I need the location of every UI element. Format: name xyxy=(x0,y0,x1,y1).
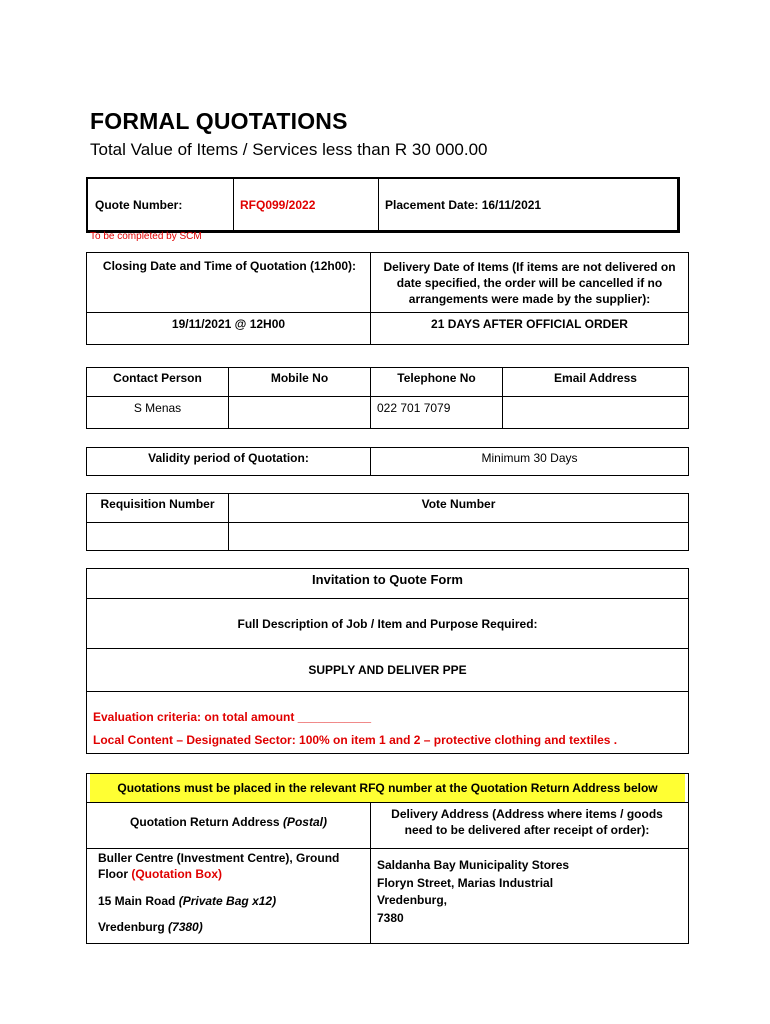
return-address-line3: Vredenburg (7380) xyxy=(98,920,203,934)
delivery-date-label: Delivery Date of Items (If items are not delivered on date specified, the order will be cancelled if no arrangements were made by the supplier): xyxy=(383,259,676,306)
scm-note: To be completed by SCM xyxy=(90,231,202,242)
validity-table xyxy=(86,447,689,476)
delivery-date-value: 21 DAYS AFTER OFFICIAL ORDER xyxy=(431,317,628,331)
return-address-label-text: Quotation Return Address xyxy=(130,815,280,829)
closing-date-label: Closing Date and Time of Quotation (12h00): xyxy=(102,259,357,273)
return-banner: Quotations must be placed in the relevant RFQ number at the Quotation Return Address below xyxy=(90,774,685,802)
contact-table xyxy=(86,367,689,429)
vote-number-label: Vote Number xyxy=(421,497,496,511)
address-table xyxy=(86,773,689,944)
contact-person-value: S Menas xyxy=(133,401,182,415)
email-address-header: Email Address xyxy=(554,371,637,385)
return-address-line1: Buller Centre (Investment Centre), Ground Floor (Quotation Box) xyxy=(98,851,340,881)
requisition-number-label: Requisition Number xyxy=(100,497,215,511)
job-description-label: Full Description of Job / Item and Purpose Required: xyxy=(237,616,538,631)
telephone-no-header: Telephone No xyxy=(397,371,476,385)
page-title: FORMAL QUOTATIONS xyxy=(90,108,348,134)
evaluation-criteria: Evaluation criteria: on total amount ___________ xyxy=(93,710,372,724)
mobile-no-value xyxy=(235,397,369,419)
invitation-table xyxy=(86,568,689,754)
page-subtitle: Total Value of Items / Services less than R 30 000.00 xyxy=(90,140,488,159)
email-address-value xyxy=(509,397,687,419)
delivery-address-line3: Vredenburg, xyxy=(377,893,448,907)
invitation-title: Invitation to Quote Form xyxy=(312,571,463,587)
return-address-label xyxy=(87,803,370,841)
closing-date-value: 19/11/2021 @ 12H00 xyxy=(171,317,286,331)
quote-number-table xyxy=(86,177,680,233)
delivery-address-line2: Floryn Street, Marias Industrial xyxy=(377,875,554,890)
delivery-address-line4: 7380 xyxy=(377,910,404,925)
delivery-address-label: Delivery Address (Address where items / goods need to be delivered after receipt of order): xyxy=(391,807,663,837)
contact-person-header: Contact Person xyxy=(113,371,202,385)
job-description-value: SUPPLY AND DELIVER PPE xyxy=(308,663,467,677)
return-address-label-postal: (Postal) xyxy=(282,815,327,829)
quote-number-label: Quote Number: xyxy=(95,198,183,212)
delivery-address-block xyxy=(377,857,682,927)
delivery-address-line1: Saldanha Bay Municipality Stores xyxy=(377,858,570,872)
closing-delivery-table xyxy=(86,252,689,345)
requisition-vote-table xyxy=(86,493,689,551)
local-content-note: Local Content – Designated Sector: 100% on item 1 and 2 – protective clothing and textiles . xyxy=(93,733,618,747)
quote-number-value: RFQ099/2022 xyxy=(240,198,316,212)
quotation-box-note: (Quotation Box) xyxy=(131,867,222,881)
telephone-no-value: 022 701 7079 xyxy=(377,401,451,415)
validity-period-value: Minimum 30 Days xyxy=(481,451,578,465)
return-address-line2: 15 Main Road (Private Bag x12) xyxy=(98,894,277,908)
mobile-no-header: Mobile No xyxy=(270,371,329,385)
validity-period-label: Validity period of Quotation: xyxy=(148,451,309,465)
placement-date: Placement Date: 16/11/2021 xyxy=(385,198,542,212)
return-address-block xyxy=(98,850,363,935)
